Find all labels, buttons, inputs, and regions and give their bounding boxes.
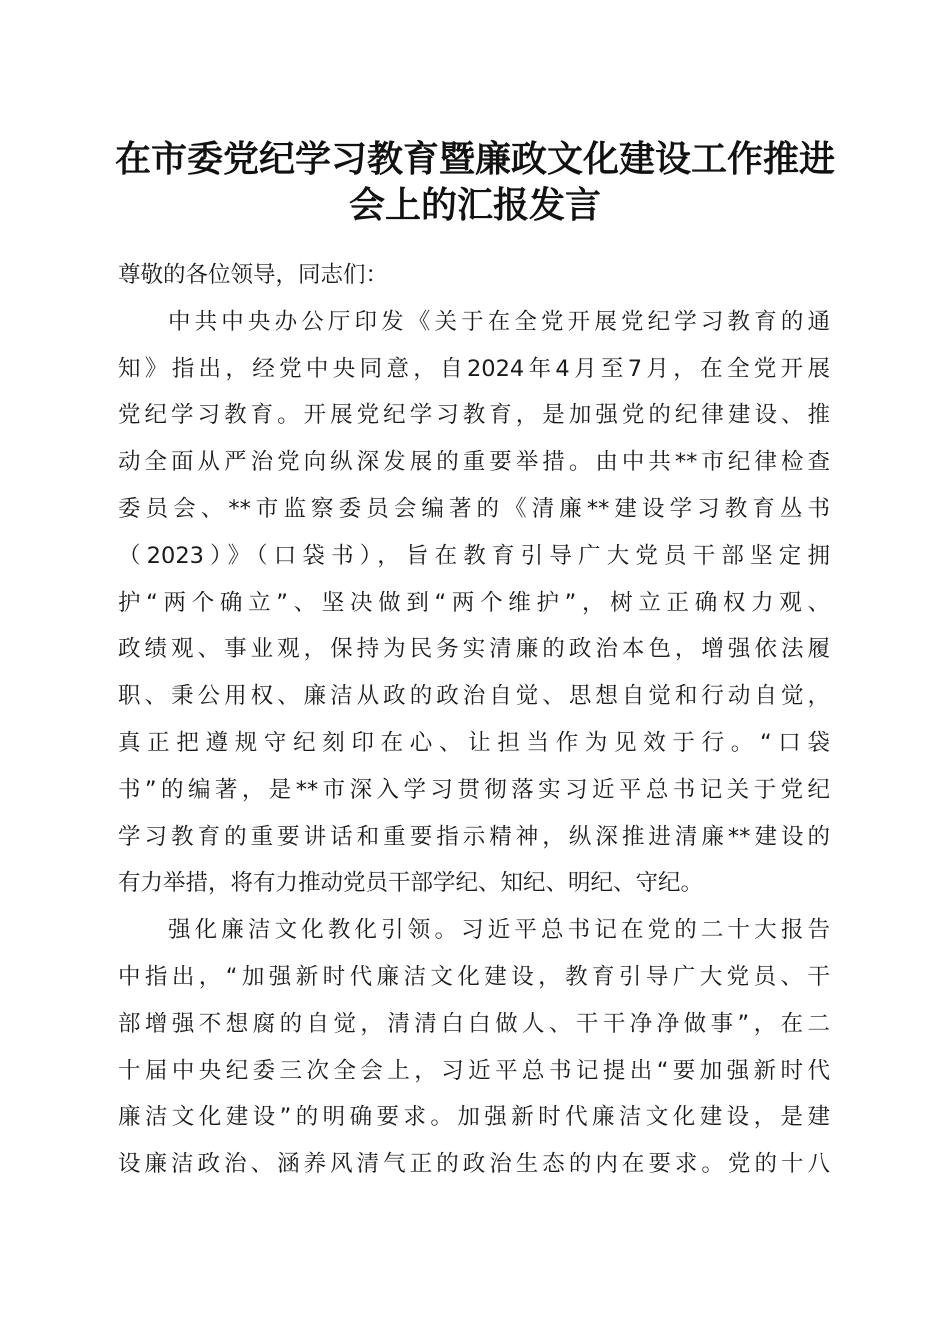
paragraph-line: 中指出，“加强新时代廉洁文化建设，教育引导广大党员、干	[118, 963, 830, 990]
paragraph-line: 中共中央办公厅印发《关于在全党开展党纪学习教育的通	[168, 308, 830, 335]
salutation: 尊敬的各位领导，同志们：	[118, 262, 389, 288]
paragraph-line: （2023）》（口袋书），旨在教育引导广大党员干部坚定拥	[118, 542, 830, 569]
paragraph-line: 有力举措，将有力推动党员干部学纪、知纪、明纪、守纪。	[118, 870, 704, 897]
paragraph-line: 委员会、**市监察委员会编著的《清廉**建设学习教育丛书	[118, 495, 830, 522]
paragraph-1	[118, 299, 830, 907]
paragraph-line: 护“两个确立”、坚决做到“两个维护”，树立正确权力观、	[118, 589, 830, 616]
paragraph-line: 书”的编著，是**市深入学习贯彻落实习近平总书记关于党纪	[118, 776, 830, 803]
document-body	[118, 252, 830, 1188]
paragraph-line: 十届中央纪委三次全会上，习近平总书记提出“要加强新时代	[118, 1057, 830, 1084]
paragraph-line: 真正把遵规守纪刻印在心、让担当作为见效于行。“口袋	[118, 729, 830, 756]
paragraph-line: 强化廉洁文化教化引领。习近平总书记在党的二十大报告	[168, 917, 830, 944]
paragraph-line: 知》指出，经党中央同意，自2024年4月至7月，在全党开展	[118, 355, 830, 382]
paragraph-line: 动全面从严治党向纵深发展的重要举措。由中共**市纪律检查	[118, 449, 830, 476]
paragraph-line: 政绩观、事业观，保持为民务实清廉的政治本色，增强依法履	[118, 636, 830, 663]
paragraph-line: 设廉洁政治、涵养风清气正的政治生态的内在要求。党的十八	[118, 1151, 830, 1178]
paragraph-line: 部增强不想腐的自觉，清清白白做人、干干净净做事”，在二	[118, 1010, 830, 1037]
paragraph-line: 职、秉公用权、廉洁从政的政治自觉、思想自觉和行动自觉，	[118, 683, 830, 710]
title-line-2: 会上的汇报发言	[348, 184, 601, 226]
paragraph-line: 廉洁文化建设”的明确要求。加强新时代廉洁文化建设，是建	[118, 1104, 830, 1131]
title-line-1: 在市委党纪学习教育暨廉政文化建设工作推进	[114, 138, 835, 180]
paragraph-line: 党纪学习教育。开展党纪学习教育，是加强党的纪律建设、推	[118, 402, 830, 429]
paragraph-2	[118, 907, 830, 1188]
document-title	[100, 136, 850, 228]
paragraph-line: 学习教育的重要讲话和重要指示精神，纵深推进清廉**建设的	[118, 823, 830, 850]
